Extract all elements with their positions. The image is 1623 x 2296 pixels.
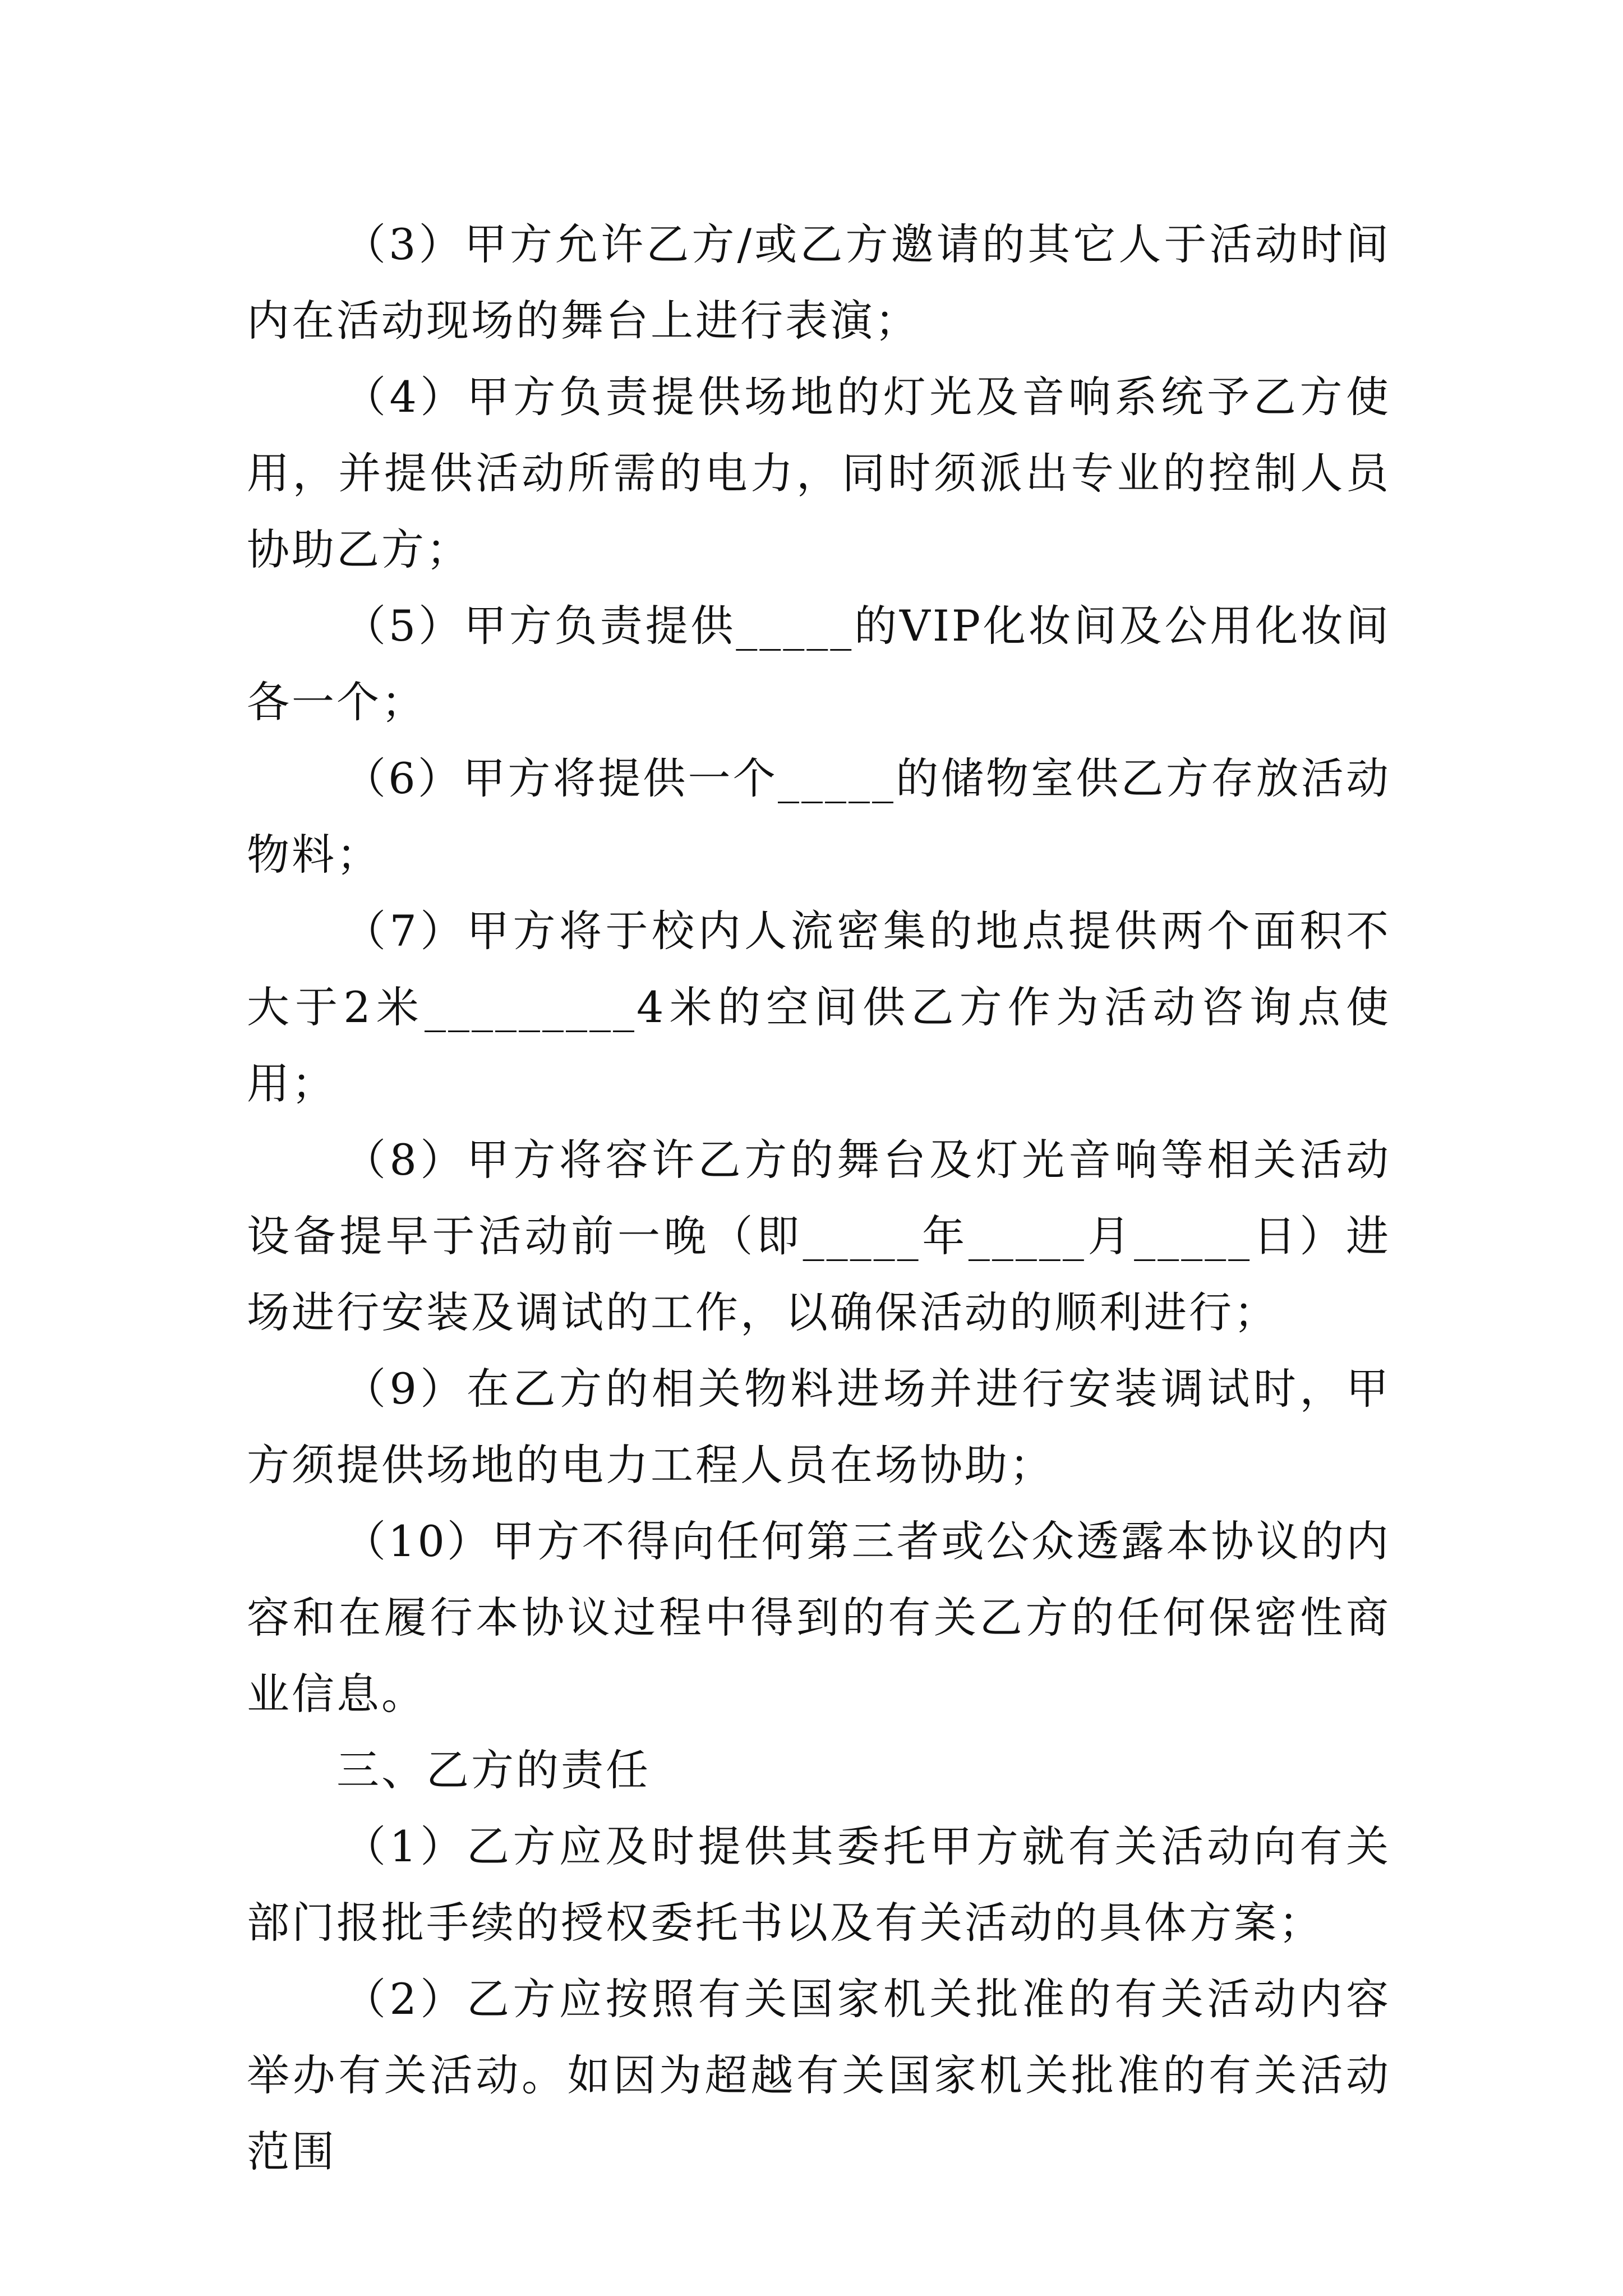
- party-b-clause-2-paragraph: （2）乙方应按照有关国家机关批准的有关活动内容举办有关活动。如因为超越有关国家机关批准的有关活动范围: [247, 1974, 1391, 2177]
- party-b-clause-1-paragraph: （1）乙方应及时提供其委托甲方就有关活动向有关部门报批手续的授权委托书以及有关活动的具体方案；: [247, 1821, 1391, 1948]
- clause-7-paragraph: （7）甲方将于校内人流密集的地点提供两个面积不大于2米_________4米的空间供乙方作为活动咨询点使用；: [247, 906, 1391, 1108]
- clause-6-paragraph: （6）甲方将提供一个_____的储物室供乙方存放活动物料；: [247, 753, 1391, 880]
- document-body: [247, 206, 1391, 2190]
- clause-5-paragraph: （5）甲方负责提供_____的VIP化妆间及公用化妆间各一个；: [247, 601, 1391, 727]
- clause-8-paragraph: （8）甲方将容许乙方的舞台及灯光音响等相关活动设备提早于活动前一晚（即_____年_____月_____日）进场进行安装及调试的工作，以确保活动的顺利进行；: [247, 1135, 1391, 1337]
- clause-3-paragraph: （3）甲方允许乙方/或乙方邀请的其它人于活动时间内在活动现场的舞台上进行表演；: [247, 219, 1391, 346]
- clause-4-paragraph: （4）甲方负责提供场地的灯光及音响系统予乙方使用，并提供活动所需的电力，同时须派出专业的控制人员协助乙方；: [247, 372, 1391, 574]
- clause-10-paragraph: （10）甲方不得向任何第三者或公众透露本协议的内容和在履行本协议过程中得到的有关乙方的任何保密性商业信息。: [247, 1516, 1391, 1719]
- clause-9-paragraph: （9）在乙方的相关物料进场并进行安装调试时，甲方须提供场地的电力工程人员在场协助；: [247, 1364, 1391, 1490]
- section-heading: 三、乙方的责任: [336, 1745, 651, 1795]
